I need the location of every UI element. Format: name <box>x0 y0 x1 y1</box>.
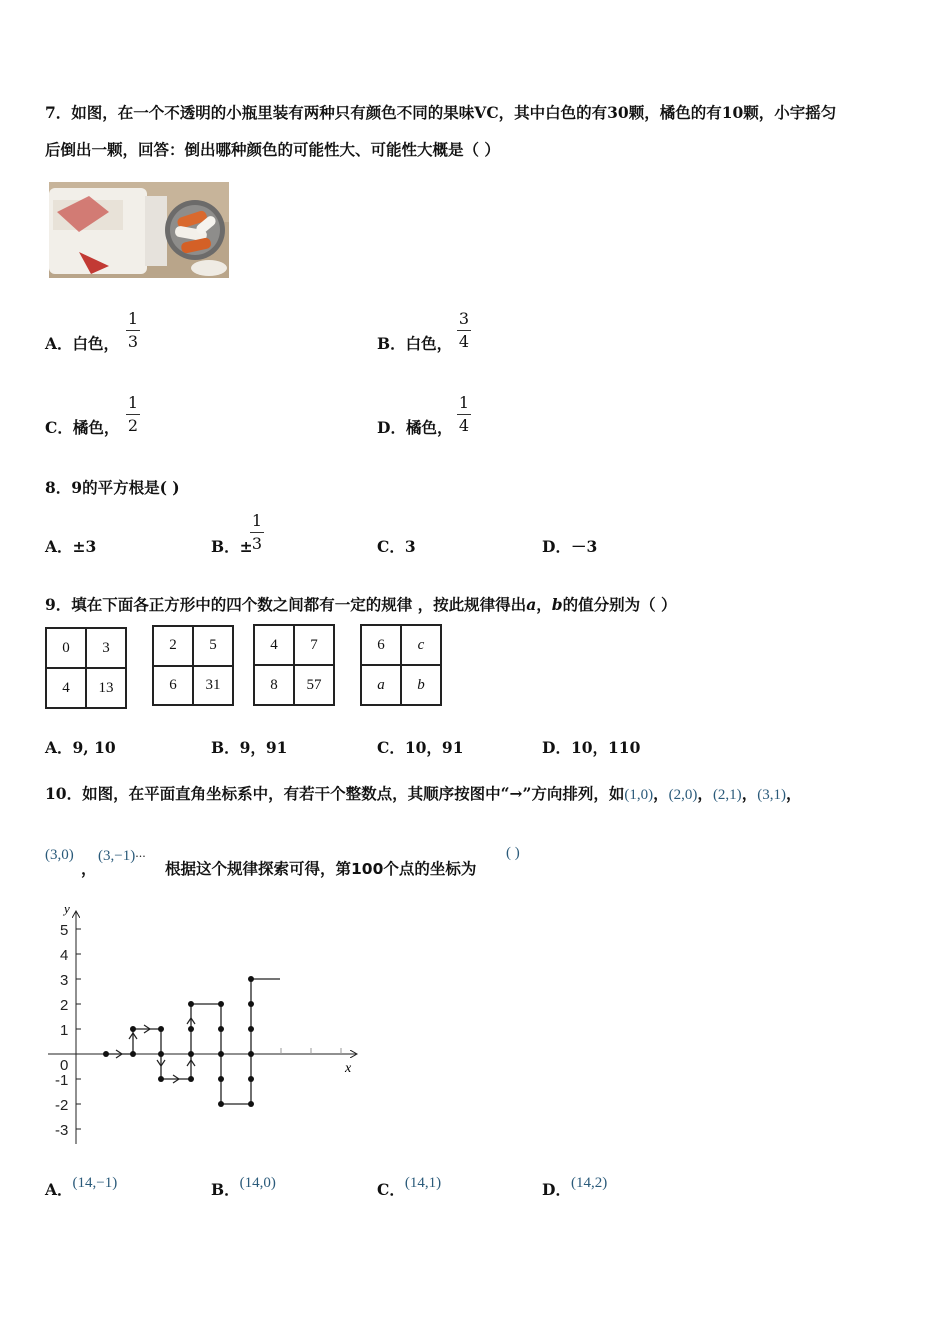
q8-option-b[interactable]: B．± <box>211 537 253 556</box>
y-tick-neg2: -2 <box>55 1097 69 1114</box>
q10-option-c[interactable]: C．(14,1) <box>377 1175 442 1199</box>
y-axis-label: y <box>64 901 70 916</box>
q8-option-d[interactable]: D．－3 <box>542 537 598 556</box>
q9-stem: 9．填在下面各正方形中的四个数之间都有一定的规律 ，按此规律得出a，b的值分别为（ ） <box>45 595 677 614</box>
q7-option-d-fraction: 1 4 <box>458 393 470 435</box>
y-tick-neg1: -1 <box>55 1072 69 1089</box>
q8-option-a[interactable]: A．±3 <box>45 537 97 556</box>
q7-line1: 7．如图，在一个不透明的小瓶里装有两种只有颜色不同的果味VC，其中白色的有30颗，橘色的有10颗，小宇摇匀 <box>45 103 837 122</box>
number-square-3: 4 7 8 57 <box>253 624 335 706</box>
y-tick-neg3: -3 <box>55 1122 69 1139</box>
q9-option-c[interactable]: C．10，91 <box>377 738 464 757</box>
q8-option-c[interactable]: C．3 <box>377 537 416 556</box>
q7-option-b[interactable]: B．白色， <box>377 334 453 353</box>
q7-option-a-fraction: 1 3 <box>127 309 139 351</box>
q7-option-d[interactable]: D．橘色， <box>377 418 453 437</box>
y-tick-0: 0 <box>60 1057 69 1074</box>
q7-option-b-fraction: 3 4 <box>458 309 470 351</box>
q9-option-d[interactable]: D．10，110 <box>542 738 641 757</box>
q10-coord-3-neg1: (3,−1)··· <box>98 848 146 864</box>
vc-bottle-photo <box>49 182 229 278</box>
q7-option-c-fraction: 1 2 <box>127 393 139 435</box>
coordinate-graph <box>40 900 370 1150</box>
q10-stem-line1: 10．如图，在平面直角坐标系中，有若干个整数点，其顺序按图中“→”方向排列，如(1,0)，(2,0)，(2,1)，(3,1)， <box>45 784 802 803</box>
y-tick-2: 2 <box>60 997 69 1014</box>
y-tick-4: 4 <box>60 947 69 964</box>
q7-option-c[interactable]: C．橘色， <box>45 418 120 437</box>
integer-points <box>103 976 254 1107</box>
q10-stem-line2: 根据这个规律探索可得，第100个点的坐标为 <box>165 860 477 878</box>
q10-option-b[interactable]: B．(14,0) <box>211 1175 276 1199</box>
q7-option-a[interactable]: A．白色， <box>45 334 120 353</box>
number-square-4: 6 c a b <box>360 624 442 706</box>
q8-stem: 8．9的平方根是( ) <box>45 478 180 497</box>
y-tick-3: 3 <box>60 972 69 989</box>
q10-sep: ， <box>81 859 97 878</box>
q7-line2: 后倒出一颗，回答：倒出哪种颜色的可能性大、可能性大概是（ ） <box>45 140 500 159</box>
x-axis-label: x <box>345 1061 352 1076</box>
q9-option-a[interactable]: A．9, 10 <box>45 738 116 757</box>
q10-answer-paren: ( ) <box>506 845 520 861</box>
point-path <box>106 979 280 1104</box>
q10-option-a[interactable]: A．(14,−1) <box>45 1175 118 1199</box>
q8-option-b-fraction: 1 3 <box>251 511 263 553</box>
y-tick-1: 1 <box>60 1022 69 1039</box>
number-square-2: 2 5 6 31 <box>152 625 234 706</box>
q9-option-b[interactable]: B．9，91 <box>211 738 288 757</box>
q10-stem-line2-coords: (3,0) <box>45 847 74 863</box>
y-tick-5: 5 <box>60 922 69 939</box>
number-square-1: 0 3 4 13 <box>45 627 127 709</box>
q10-option-d[interactable]: D．(14,2) <box>542 1175 608 1199</box>
